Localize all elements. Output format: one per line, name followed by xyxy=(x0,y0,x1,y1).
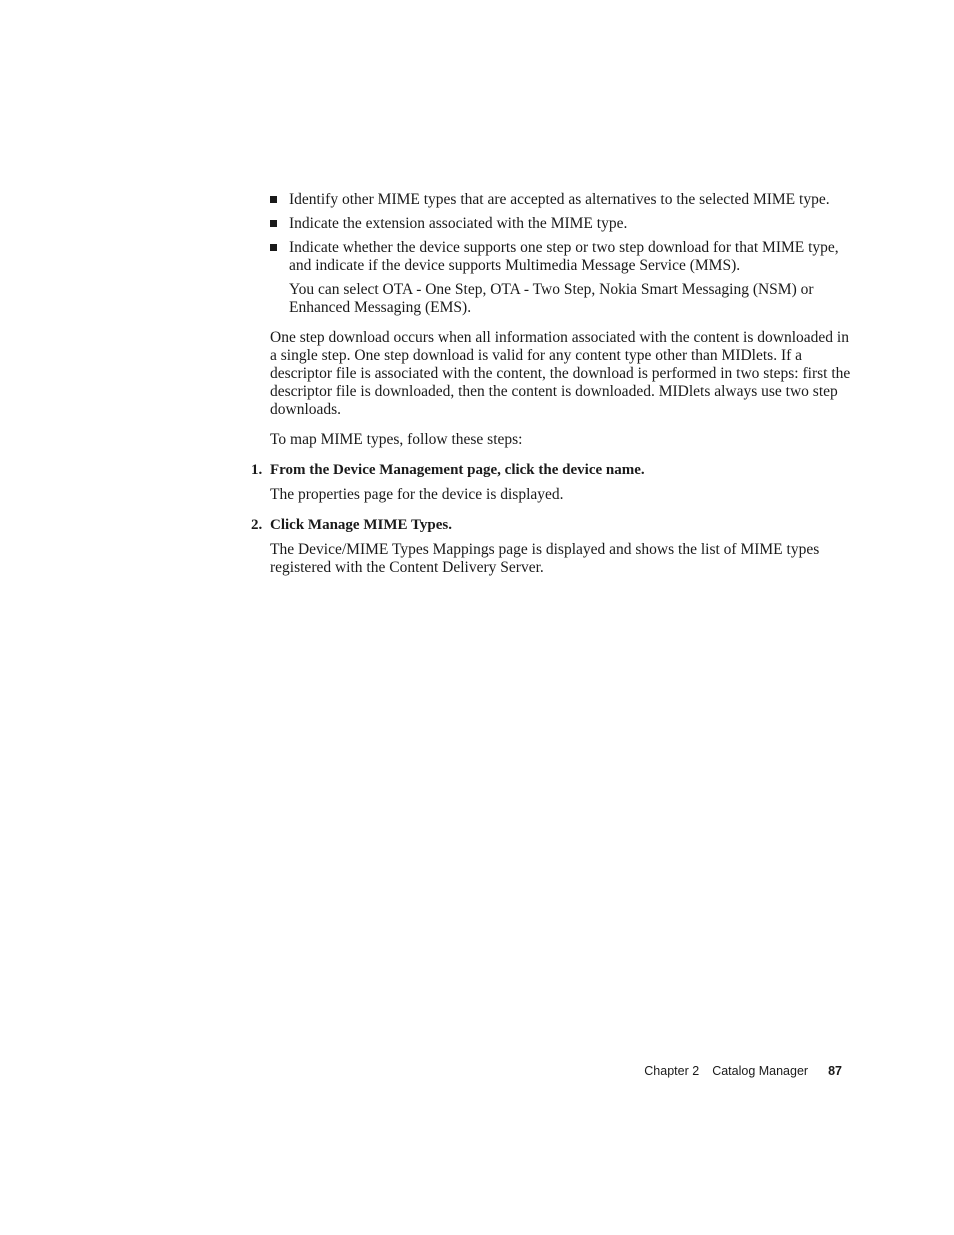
page-footer xyxy=(644,1064,842,1078)
step-2-result: The Device/MIME Types Mappings page is displayed and shows the list of MIME types registered with the Content Delivery Server. xyxy=(270,541,820,576)
footer-chapter-title: Catalog Manager xyxy=(712,1064,809,1078)
bullet-item xyxy=(270,239,851,275)
page-number: 87 xyxy=(828,1064,842,1078)
step-2 xyxy=(251,516,851,534)
step-number: 1. xyxy=(251,462,263,478)
step-1-result: The properties page for the device is displayed. xyxy=(270,486,564,503)
bullet-item xyxy=(270,191,851,209)
steps-intro: To map MIME types, follow these steps: xyxy=(270,431,523,448)
bullet-text: Indicate the extension associated with the MIME type. xyxy=(289,215,628,232)
one-step-paragraph: One step download occurs when all information associated with the content is downloaded in a single step. One step download is valid for any content type other than MIDlets. If a descriptor file is associated with the content, the download is performed in two steps: first the descriptor file is downloaded, then the content is downloaded. MIDlets always use two step downloads. xyxy=(270,329,851,418)
footer-chapter: Chapter 2 xyxy=(644,1064,700,1078)
bullet-text: Identify other MIME types that are accepted as alternatives to the selected MIME type. xyxy=(289,191,830,208)
bullet-item xyxy=(270,215,851,233)
step-1 xyxy=(251,461,851,479)
bullet-list xyxy=(270,191,851,275)
bullet-note: You can select OTA - One Step, OTA - Two Step, Nokia Smart Messaging (NSM) or Enhanced Messaging (EMS). xyxy=(289,281,814,316)
step-instruction: Click Manage MIME Types. xyxy=(270,517,452,533)
square-bullet-icon xyxy=(270,220,277,227)
square-bullet-icon xyxy=(270,196,277,203)
step-number: 2. xyxy=(251,517,263,533)
bullet-text: Indicate whether the device supports one step or two step download for that MIME type, and indicate if the device supports Multimedia Message Service (MMS). xyxy=(289,239,839,274)
step-instruction: From the Device Management page, click the device name. xyxy=(270,462,645,478)
page-content xyxy=(251,191,851,589)
square-bullet-icon xyxy=(270,244,277,251)
